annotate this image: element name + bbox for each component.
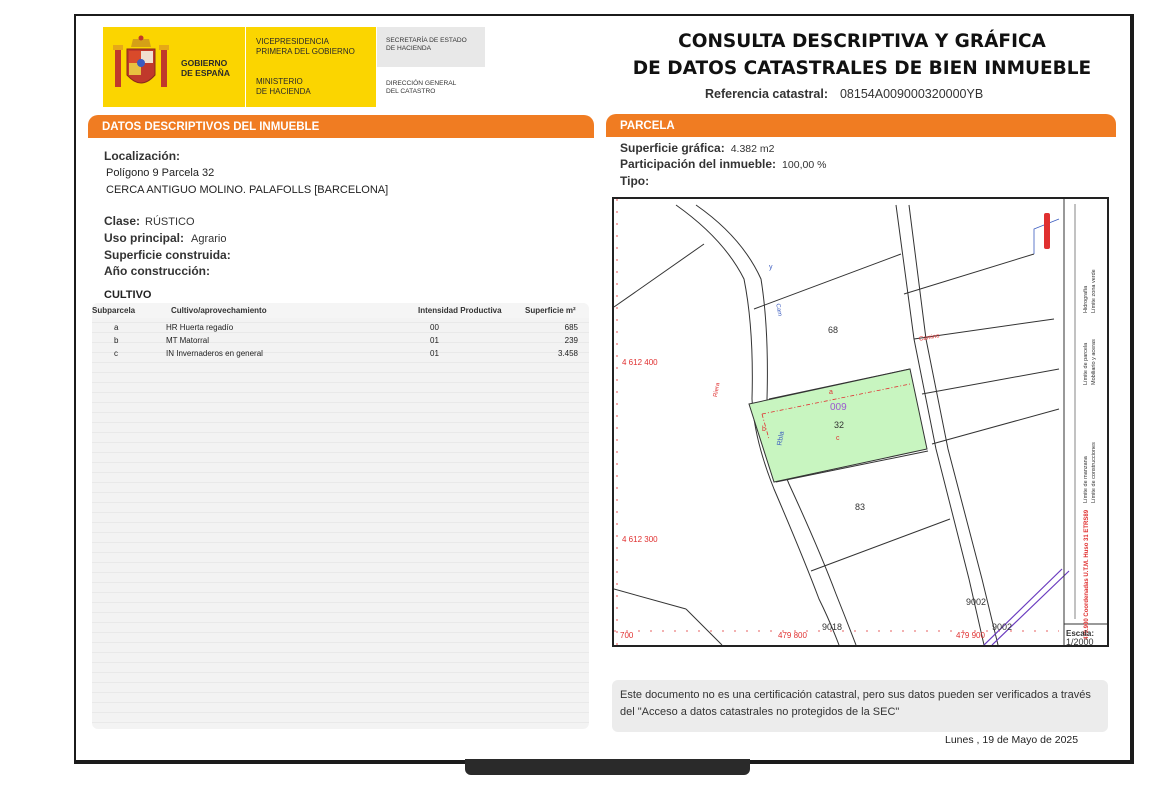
superficie-construida-label: Superficie construida: [104, 248, 231, 262]
legend-item: Mobiliario y aceras [1091, 339, 1097, 385]
street-riera: Riera [712, 382, 722, 398]
label-9018: 9018 [822, 622, 843, 632]
cell-cultivo: MT Matorral [166, 336, 209, 345]
cell-cultivo: IN Invernaderos en general [166, 349, 263, 358]
col-intensidad: Intensidad Productiva [418, 306, 502, 315]
legend-item: Límite de parcela [1083, 342, 1089, 385]
street-camino: Camino [918, 333, 941, 343]
coord-x0: 700 [620, 631, 634, 640]
col-superficie: Superficie m² [525, 306, 576, 315]
coord-y1: 4 612 400 [622, 358, 658, 367]
legend-item: Hidrografía [1083, 285, 1089, 313]
col-cultivo: Cultivo/aprovechamiento [171, 306, 267, 315]
cell-cultivo: HR Huerta regadío [166, 323, 234, 332]
vicepresidencia-text: VICEPRESIDENCIA PRIMERA DEL GOBIERNO [256, 37, 355, 56]
cultivo-title: CULTIVO [104, 289, 152, 301]
referencia-catastral [705, 87, 983, 101]
uso-label: Uso principal: Agrario [104, 231, 227, 245]
ano-construccion-label: Año construcción: [104, 264, 211, 278]
uso-value: Agrario [191, 233, 227, 245]
direccion-general-text: DIRECCIÓN GENERAL DEL CATASTRO [386, 80, 457, 95]
label-9002b: 9002 [992, 622, 1013, 632]
cell-intensidad: 01 [430, 336, 439, 345]
secretaria-text-1: SECRETARÍA DE ESTADO [386, 37, 467, 44]
cultivo-table-header [92, 303, 589, 318]
participacion-value: 100,00 % [782, 159, 827, 171]
section-underline [88, 136, 594, 138]
street-cam: Cam [774, 303, 783, 317]
cell-subparcela: c [114, 349, 118, 358]
utm-text: 479.900 Coordenadas U.T.M. Huso 31 ETRS89 [1084, 509, 1090, 640]
localizacion-line2: CERCA ANTIGUO MOLINO. PALAFOLLS [BARCELONA] [106, 184, 389, 196]
cell-intensidad: 00 [430, 323, 439, 332]
section-bar-datos: DATOS DESCRIPTIVOS DEL INMUEBLE [88, 115, 594, 137]
coord-y2: 4 612 300 [622, 535, 658, 544]
document-date: Lunes , 19 de Mayo de 2025 [945, 734, 1079, 746]
tipo-label: Tipo: [620, 174, 650, 188]
escala-value: 1/2000 [1066, 637, 1094, 647]
cell-superficie: 3.458 [557, 349, 578, 358]
viewer-tab-shadow [465, 759, 750, 775]
clase-value: RÚSTICO [145, 216, 195, 228]
coord-x2: 479 900 [956, 631, 985, 640]
street-rbla: Rbla [776, 430, 786, 447]
gobierno-logo [103, 27, 245, 107]
secretaria-text-2: DE HACIENDA [386, 45, 432, 52]
col-subparcela: Subparcela [92, 306, 136, 315]
cell-subparcela: b [114, 336, 119, 345]
ref-label: Referencia catastral: [705, 87, 828, 101]
cadastral-map [612, 197, 1109, 647]
sub-c-label: c [836, 435, 840, 442]
ministerio-block [246, 27, 376, 107]
parcel-32-label: 32 [834, 420, 845, 430]
legend-item: Límite zona verde [1091, 269, 1097, 313]
ministerio-text: MINISTERIO DE HACIENDA [256, 77, 311, 96]
participacion: Participación del inmueble: 100,00 % [620, 157, 827, 171]
cultivo-table [92, 303, 589, 729]
section-bar-parcela: PARCELA [606, 114, 1116, 136]
legend-item: Límite de manzana [1083, 456, 1089, 503]
label-9002a: 9002 [966, 597, 987, 607]
parcel-68-label: 68 [828, 325, 839, 335]
gobierno-text: GOBIERNO DE ESPAÑA [181, 58, 230, 78]
parcel-83-label: 83 [855, 502, 866, 512]
coord-x1: 479 800 [778, 631, 807, 640]
section-underline [606, 135, 1116, 137]
cell-superficie: 685 [564, 323, 578, 332]
disclaimer-note: Este documento no es una certificación catastral, pero sus datos pueden ser verificados a través del "Acceso a datos catastrales no protegidos de la SEC" [612, 680, 1108, 732]
sub-b-label: b [762, 426, 766, 433]
sub-a-label: a [829, 389, 833, 396]
cell-intensidad: 01 [430, 349, 439, 358]
ref-value: 08154A009000320000YB [839, 87, 984, 101]
escala-label: Escala: [1066, 629, 1095, 638]
street-y: y [769, 264, 773, 271]
clase-label: Clase: RÚSTICO [104, 214, 195, 228]
cell-superficie: 239 [564, 336, 578, 345]
superficie-grafica-value: 4.382 m2 [730, 143, 775, 155]
secretaria-block [377, 27, 485, 67]
page-title: CONSULTA DESCRIPTIVA Y GRÁFICA DE DATOS CATASTRALES DE BIEN INMUEBLE [632, 31, 1092, 79]
localizacion-line1: Polígono 9 Parcela 32 [106, 167, 215, 179]
localizacion-label: Localización: [104, 149, 181, 163]
polygon-009-label: 009 [830, 402, 847, 413]
legend-item: Límite de construcciones [1091, 442, 1097, 503]
coat-of-arms-icon [113, 35, 169, 95]
cell-subparcela: a [114, 323, 119, 332]
superficie-grafica: Superficie gráfica: 4.382 m2 [620, 141, 775, 155]
